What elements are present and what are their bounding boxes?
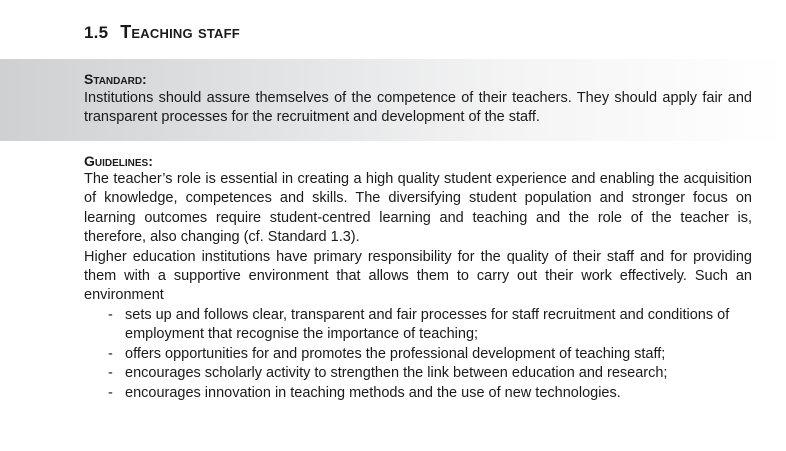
list-item-text: encourages innovation in teaching methods and the use of new technologies. (125, 384, 621, 401)
guidelines-body (84, 170, 752, 306)
guidelines-bullet-list (104, 306, 754, 403)
list-item (104, 345, 754, 364)
list-item-text: encourages scholarly activity to strengthen the link between education and research; (125, 365, 668, 382)
section-number: 1.5 (84, 23, 109, 42)
standard-label: Standard: (84, 71, 147, 87)
guidelines-paragraph: The teacher’s role is essential in creating a high quality student experience and enabling the acquisition of knowledge, competences and skills. The diversifying student population and stronger focus on learning outcomes require student-centred learning and teaching and the role of the teacher is, therefore, also changing (cf. Standard 1.3). (84, 171, 752, 246)
bullet-dash: - (108, 345, 113, 362)
section-title: Teaching staff (120, 22, 240, 42)
section-heading (84, 22, 240, 43)
guidelines-label: Guidelines: (84, 153, 153, 169)
list-item (104, 306, 754, 345)
bullet-dash: - (108, 365, 113, 382)
list-item-text: offers opportunities for and promotes the professional development of teaching staff; (125, 345, 666, 362)
bullet-dash: - (108, 384, 113, 401)
list-item (104, 384, 754, 403)
list-item-text: sets up and follows clear, transparent and fair processes for staff recruitment and conditions of employment that recognise the importance of teaching; (125, 307, 730, 343)
standard-text: Institutions should assure themselves of the competence of their teachers. They should apply fair and transparent processes for the recruitment and development of the staff. (84, 90, 752, 126)
list-item (104, 364, 754, 383)
guidelines-paragraph: Higher education institutions have primary responsibility for the quality of their staff and for providing them with a supportive environment that allows them to carry out their work effectively. Such an environment (84, 248, 752, 304)
bullet-dash: - (108, 307, 113, 323)
